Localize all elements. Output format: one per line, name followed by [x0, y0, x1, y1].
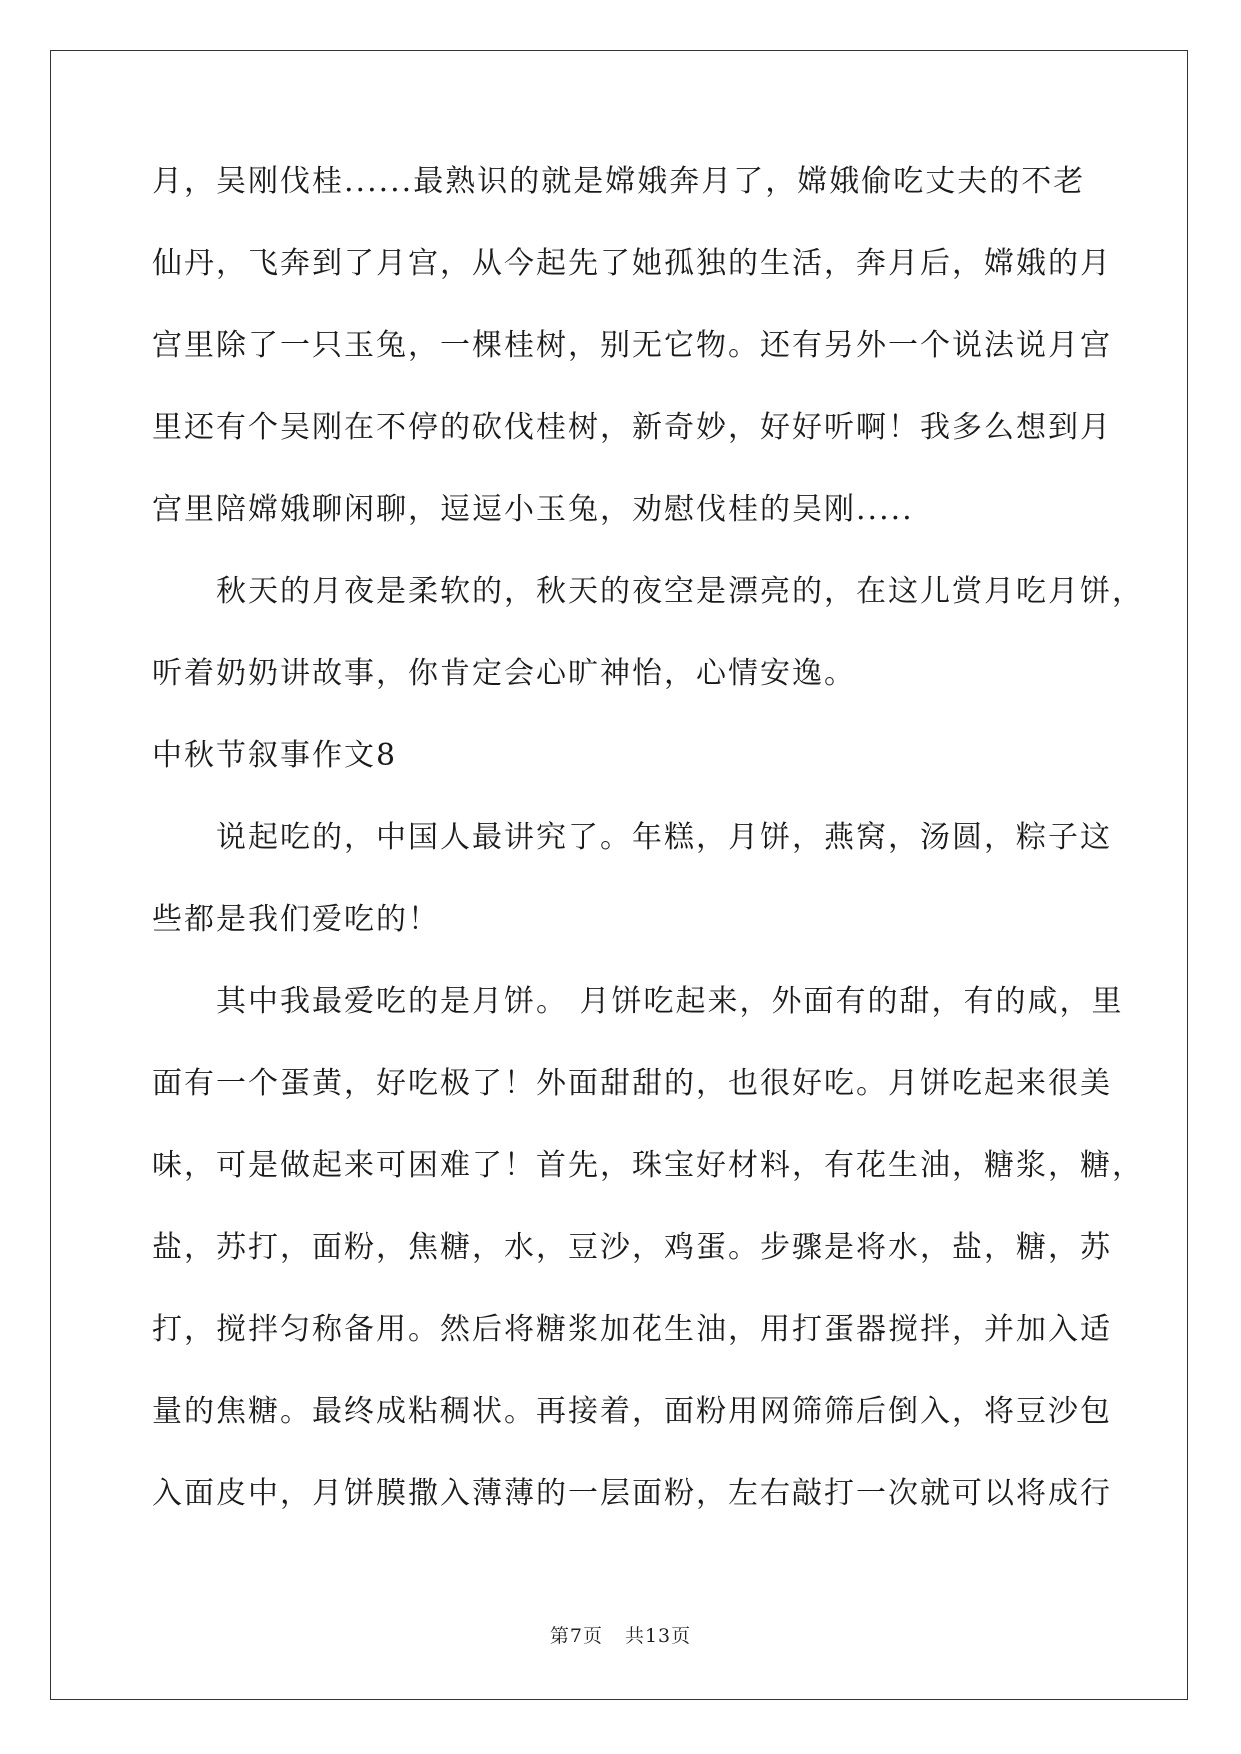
text-line: 仙丹，飞奔到了月宫，从今起先了她孤独的生活，奔月后，嫦娥的月: [152, 246, 1112, 281]
text-line: 宫里陪嫦娥聊闲聊，逗逗小玉兔，劝慰伐桂的吴刚.....: [152, 492, 914, 527]
section-heading: 中秋节叙事作文8: [152, 738, 398, 773]
text-line: 些都是我们爱吃的！: [152, 902, 440, 937]
text-line: 宫里除了一只玉兔，一棵桂树，别无它物。还有另外一个说法说月宫: [152, 328, 1112, 363]
document-body: [152, 164, 1144, 1512]
text-line: 月，吴刚伐桂......最熟识的就是嫦娥奔月了，嫦娥偷吃丈夫的不老: [152, 164, 1086, 199]
page-total: 共13页: [624, 1625, 692, 1647]
paragraph-first-line: 秋天的月夜是柔软的，秋天的夜空是漂亮的，在这儿赏月吃月饼，: [216, 574, 1144, 609]
text-line: 味，可是做起来可困难了！首先，珠宝好材料，有花生油，糖浆，糖，: [152, 1148, 1144, 1183]
paragraph-first-line: 其中我最爱吃的是月饼。 月饼吃起来，外面有的甜，有的咸，里: [216, 984, 1124, 1019]
text-line: 听着奶奶讲故事，你肯定会心旷神怡，心情安逸。: [152, 656, 856, 691]
text-line: 量的焦糖。最终成粘稠状。再接着，面粉用网筛筛后倒入，将豆沙包: [152, 1394, 1112, 1429]
text-line: 盐，苏打，面粉，焦糖，水，豆沙，鸡蛋。步骤是将水，盐，糖，苏: [152, 1230, 1112, 1265]
page-number: 第7页: [549, 1625, 603, 1647]
text-line: 入面皮中，月饼膜撒入薄薄的一层面粉，左右敲打一次就可以将成行: [152, 1476, 1112, 1511]
paragraph-first-line: 说起吃的，中国人最讲究了。年糕，月饼，燕窝，汤圆，粽子这: [216, 820, 1112, 855]
text-line: 里还有个吴刚在不停的砍伐桂树，新奇妙，好好听啊！我多么想到月: [152, 410, 1112, 445]
page-footer: [0, 1624, 1241, 1648]
text-line: 打，搅拌匀称备用。然后将糖浆加花生油，用打蛋器搅拌，并加入适: [152, 1312, 1112, 1347]
text-line: 面有一个蛋黄，好吃极了！外面甜甜的，也很好吃。月饼吃起来很美: [152, 1066, 1112, 1101]
